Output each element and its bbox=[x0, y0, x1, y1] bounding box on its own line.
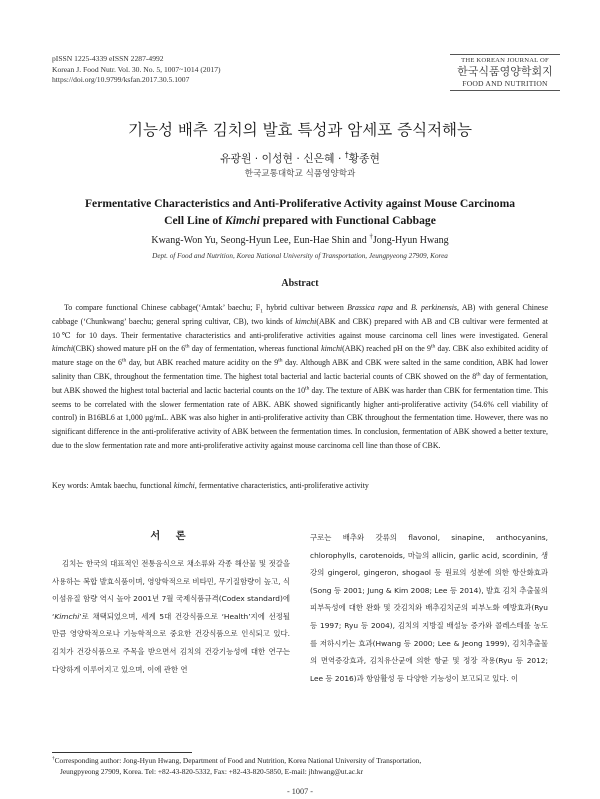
abstract-text: day of fermentation, whereas functional bbox=[189, 344, 322, 354]
footnote-line2: Jeungpyeong 27909, Korea. Tel: +82-43-820-5332, Fax: +82-43-820-5850, E-mail: jhhwang@ut.ac.kr bbox=[60, 767, 364, 777]
abstract-text: (CBK) showed mature pH on the 6 bbox=[73, 344, 186, 354]
abstract-text: To compare functional Chinese cabbage(‘Amtak’ baechu; F bbox=[64, 303, 261, 312]
abstract-text: day. CBK also exhibited acidity of mature stage on the 6 bbox=[52, 344, 548, 368]
superscript: th bbox=[185, 343, 190, 350]
superscript: th bbox=[430, 343, 436, 350]
intro-column-left bbox=[52, 555, 290, 678]
dagger-mark: † bbox=[52, 755, 55, 762]
english-title-part: prepared with Functional Cabbage bbox=[259, 213, 436, 227]
abstract-text: day. The texture of ABK was harder than CBK for fermentation time. This seems to be correlated with the slower fermentation rate of ABK. ABK showed significantly higher anti-proliferative activity (54.6% cell viability of control) in B16BL6 at 1,000 μg/mL. ABK was also higher in anti-proliferative activity than CBK throughout the fermentation time. However, there was no significant difference in the anti-proliferative activity of ABK between the fermentation times. In conclusion, fermentation of ABK showed a better texture, due to the slow fermentation rate and more anti-proliferative activity against mouse carcinoma cell line than those of CBK. bbox=[52, 385, 548, 450]
keywords-text: Key words: Amtak baechu, functional bbox=[52, 481, 174, 490]
korean-authors-list: 유광원 · 이성현 · 신은혜 · bbox=[220, 152, 345, 165]
english-title-line1: Fermentative Characteristics and Anti-Proliferative Activity against Mouse Carcinoma bbox=[84, 197, 516, 210]
korean-corresponding-author: 황종현 bbox=[348, 152, 380, 165]
page-number: - 1007 - bbox=[287, 787, 313, 796]
superscript: th bbox=[278, 357, 283, 364]
abstract-text: day, but ABK reached mature acidity on the 9 bbox=[126, 358, 279, 368]
citation-line: Korean J. Food Nutr. Vol. 30. No. 5, 1007~1014 (2017) bbox=[52, 64, 221, 74]
english-authors bbox=[0, 232, 600, 246]
intro-text: 김치는 한국의 대표적인 전통음식으로 채소류와 각종 해산물 및 젓갈을 사용하는 복합 발효식품이며, 영양학적으로 비타민, 무기질함량이 높고, 식이섬유질 함량 역시 높아 2001년 7월 국제식품규격(Codex standard)에 ‘ bbox=[52, 559, 290, 621]
english-title-line2 bbox=[60, 213, 540, 230]
korean-authors bbox=[0, 151, 600, 166]
subscript: 1 bbox=[260, 308, 263, 315]
abstract-text: hybrid cultivar between bbox=[262, 303, 348, 312]
footnote-divider bbox=[52, 752, 192, 753]
superscript: th bbox=[476, 371, 481, 378]
keywords-text: , fermentative characteristics, anti-proliferative activity bbox=[194, 481, 369, 490]
issn-line: pISSN 1225-4339 eISSN 2287-4992 bbox=[52, 54, 164, 63]
abstract-heading: Abstract bbox=[281, 278, 319, 289]
intro-paragraph: 구로는 배추와 갓류의 flavonol, sinapine, anthocyanins, chlorophylls, carotenoids, 마늘의 allicin, garlic acid, scordinin, 생강의 gingerol, gingeron, shogaol 등 원료의 성분에 의한 항산화효과(Song 등 2001; Jung & Kim 2008; Lee 등 2014), 발효 김치 추출물의 피부독성에 대한 완화 및 갓김치와 배추김치군의 피부노화 예방효과(Ryu 등 1997; Ryu 등 2004), 김치의 지방질 배설능 증가와 콜레스테롤 농도를 저하시키는 효과(Hwang 등 2000; Lee & Jeong 1999), 김치추출물의 면역증강효과, 김치유산균에 의한 항균 및 정장 작용(Ryu 등 2012; Lee 등 2016)과 항암활성 등 다양한 기능성이 보고되고 있다. 이 bbox=[310, 533, 548, 683]
superscript: th bbox=[305, 385, 310, 392]
english-corresponding-author: Jong-Hyun Hwang bbox=[372, 235, 449, 246]
keywords-line bbox=[52, 479, 548, 493]
journal-logo-line3: FOOD AND NUTRITION bbox=[450, 79, 560, 91]
abstract-paragraph bbox=[52, 301, 548, 453]
english-title bbox=[60, 196, 540, 229]
italic-term: kimchi bbox=[173, 481, 195, 490]
korean-title: 기능성 배추 김치의 발효 특성과 암세포 증식저해능 bbox=[128, 121, 472, 139]
section-heading-introduction: 서 론 bbox=[150, 531, 192, 542]
doi-link[interactable]: https://doi.org/10.9799/ksfan.2017.30.5.1007 bbox=[52, 75, 190, 85]
english-title-part: Cell Line of bbox=[164, 213, 225, 227]
italic-term: kimchi bbox=[321, 344, 343, 354]
species-name: Brassica rapa bbox=[347, 303, 393, 312]
footnote-text: Corresponding author: Jong-Hyun Hwang, Department of Food and Nutrition, Korea National University of Transportation, bbox=[54, 756, 422, 765]
abstract-text: (ABK) reached pH on the 9 bbox=[342, 344, 431, 354]
abstract-text: day. Although ABK and CBK were salted in the same condition, ABK had lower salinity than CBK, throughout the fermentation time. The highest total bacterial and lactic bacterial counts of CBK showed on the 8 bbox=[52, 358, 548, 381]
english-authors-list: Kwang-Won Yu, Seong-Hyun Lee, Eun-Hae Shin and bbox=[151, 235, 370, 246]
abstract-text: and bbox=[392, 303, 411, 312]
italic-term: kimchi bbox=[52, 344, 74, 354]
journal-citation-block bbox=[52, 54, 221, 86]
intro-column-right bbox=[310, 529, 548, 687]
english-affiliation: Dept. of Food and Nutrition, Korea National University of Transportation, Jeungpyeong 27909, Korea bbox=[152, 252, 448, 260]
abstract-body bbox=[52, 301, 548, 453]
corresponding-author-footnote bbox=[52, 755, 548, 777]
journal-logo-line1: THE KOREAN JOURNAL OF bbox=[450, 54, 560, 64]
dagger-mark: † bbox=[369, 232, 373, 241]
dagger-mark: † bbox=[344, 150, 349, 160]
korean-affiliation: 한국교통대학교 식품영양학과 bbox=[244, 169, 356, 179]
journal-logo-line2: 한국식품영양학회지 bbox=[457, 65, 553, 78]
english-title-italic: Kimchi bbox=[225, 213, 260, 227]
intro-paragraph bbox=[52, 555, 290, 678]
italic-term: Kimchi bbox=[54, 611, 80, 621]
species-name: B. perkinensis bbox=[410, 303, 457, 312]
intro-text: ’로 채택되었으며, 세계 5대 건강식품으로 ‘Health’지에 선정될 만큼 영양학적으로나 기능학적으로 중요한 건강식품으로 인식되고 있다. 김치가 건강식품으로 주목을 받으면서 김치의 건강기능성에 대한 연구는 다양하게 이루어지고 있으며, 이에 관한 연 bbox=[52, 611, 290, 674]
footnote-line1 bbox=[52, 755, 548, 766]
journal-logo bbox=[450, 54, 560, 91]
superscript: th bbox=[121, 357, 127, 364]
abstract-text: , AB) with general Chinese cabbage (‘Chunkwang’ baechu; general spring cultivar, CB), two kinds of bbox=[52, 303, 548, 326]
abstract-text: day of fermentation, but ABK showed the highest total bacterial and lactic bacterial counts on the 10 bbox=[52, 371, 549, 395]
italic-term: kimchi bbox=[295, 316, 317, 326]
abstract-text: (ABK and CBK) prepared with AB and CB cultivar were fermented at 10℃ for 10 days. Their fermentative characteristics and anti-proliferative activities against mouse carcinoma cell lines were investigated. General bbox=[52, 316, 548, 340]
